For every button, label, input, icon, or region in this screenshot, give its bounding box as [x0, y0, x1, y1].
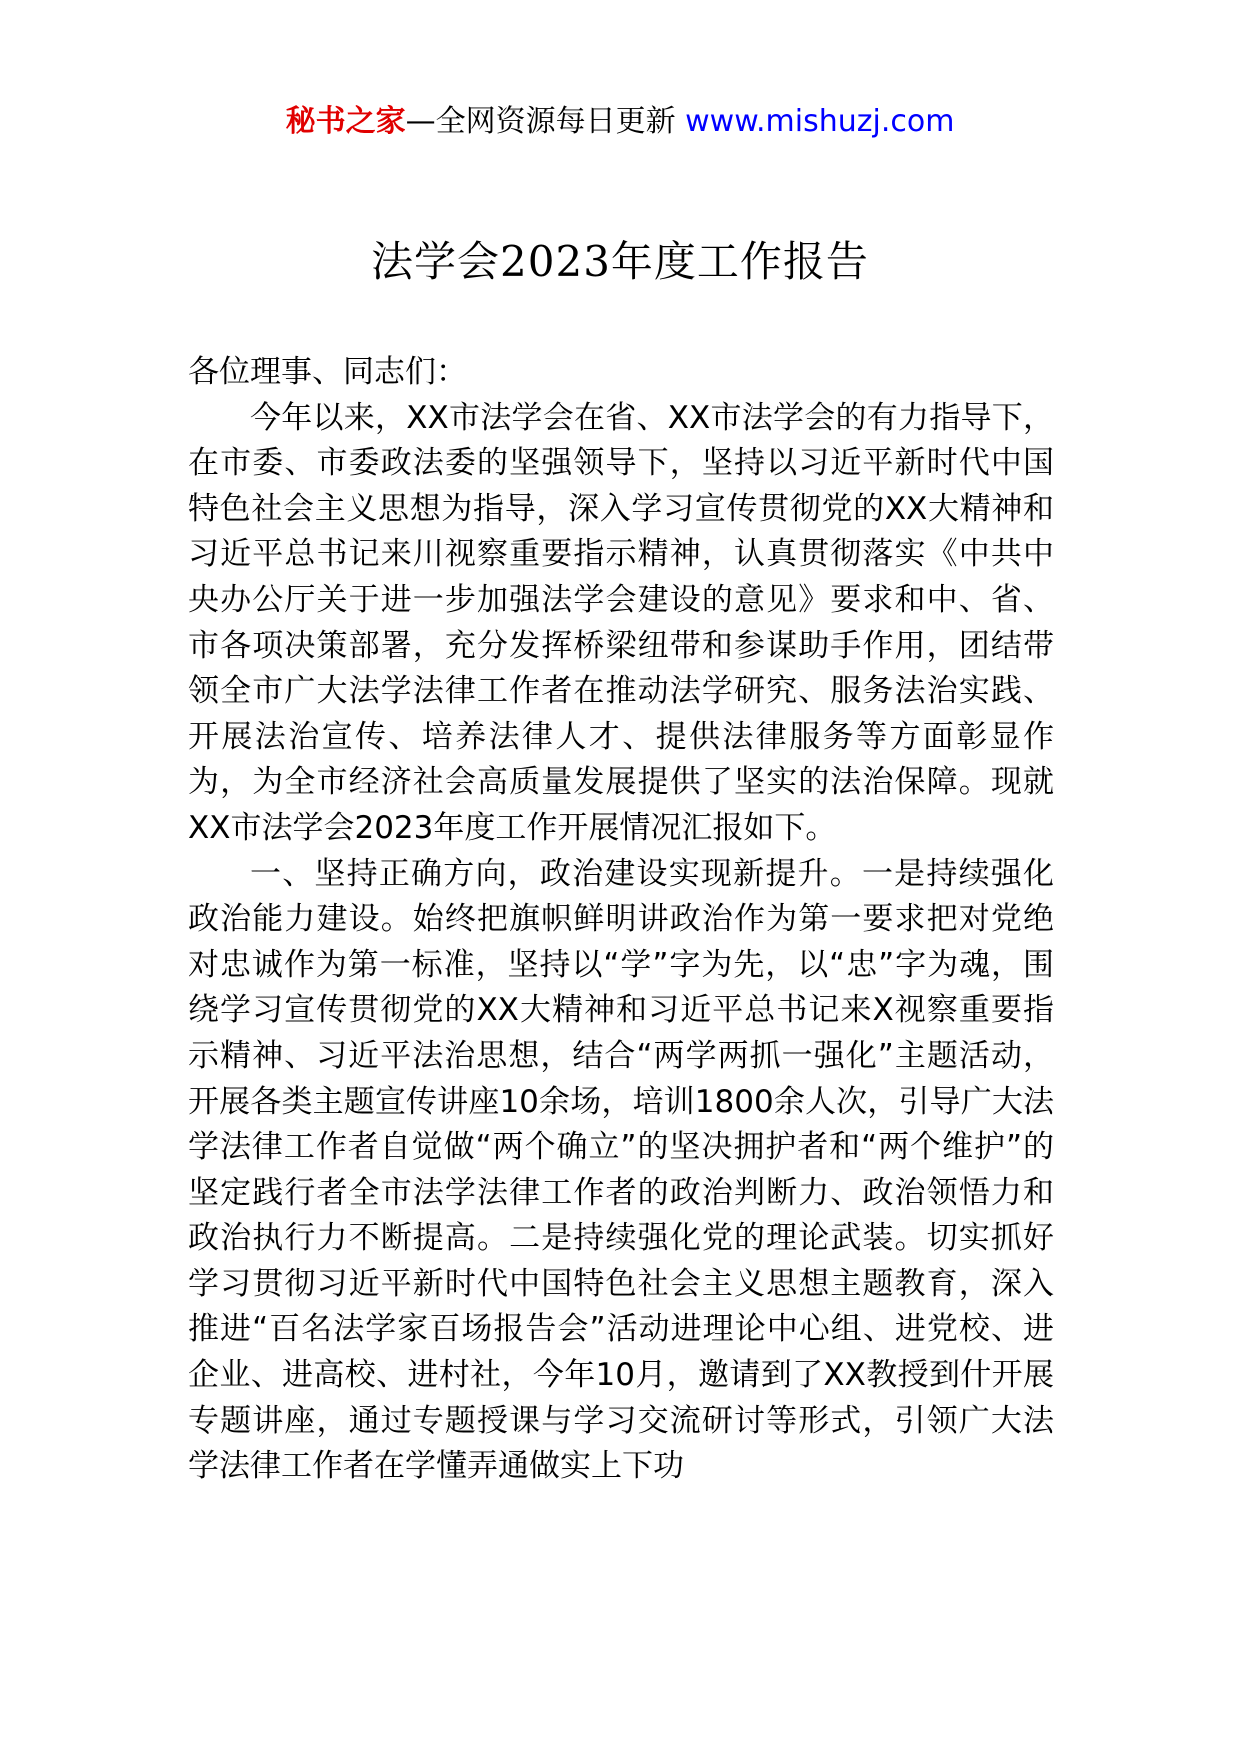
site-header	[0, 100, 1240, 144]
salutation: 各位理事、同志们：	[188, 354, 467, 390]
site-url-link[interactable]: www.mishuzj.com	[685, 104, 955, 139]
document-title: 法学会2023年度工作报告	[371, 237, 869, 286]
brand-name: 秘书之家	[285, 104, 406, 139]
paragraph-section-one: 一、坚持正确方向，政治建设实现新提升。一是持续强化政治能力建设。始终把旗帜鲜明讲政治作为第一要求把对党绝对忠诚作为第一标准，坚持以“学”字为先，以“忠”字为魂，围绕学习宣传贯彻党的XX大精神和习近平总书记来X视察重要指示精神、习近平法治思想，结合“两学两抓一强化”主题活动，开展各类主题宣传讲座10余场，培训1800余人次，引导广大法学法律工作者自觉做“两个确立”的坚决拥护者和“两个维护”的坚定践行者全市法学法律工作者的政治判断力、政治领悟力和政治执行力不断提高。二是持续强化党的理论武装。切实抓好学习贯彻习近平新时代中国特色社会主义思想主题教育，深入推进“百名法学家百场报告会”活动进理论中心组、进党校、进企业、进高校、进村社，今年10月，邀请到了XX教授到什开展专题讲座，通过专题授课与学习交流研讨等形式，引领广大法学法律工作者在学懂弄通做实上下功	[188, 855, 1054, 1485]
document-body	[188, 350, 1054, 1490]
paragraph-intro: 今年以来，XX市法学会在省、XX市法学会的有力指导下，在市委、市委政法委的坚强领导下，坚持以习近平新时代中国特色社会主义思想为指导，深入学习宣传贯彻党的XX大精神和习近平总书记来川视察重要指示精神，认真贯彻落实《中共中央办公厅关于进一步加强法学会建设的意见》要求和中、省、市各项决策部署，充分发挥桥梁纽带和参谋助手作用，团结带领全市广大法学法律工作者在推动法学研究、服务法治实践、开展法治宣传、培养法律人才、提供法律服务等方面彰显作为，为全市经济社会高质量发展提供了坚实的法治保障。现就XX市法学会2023年度工作开展情况汇报如下。	[188, 399, 1054, 846]
header-slogan: —全网资源每日更新	[405, 104, 676, 139]
